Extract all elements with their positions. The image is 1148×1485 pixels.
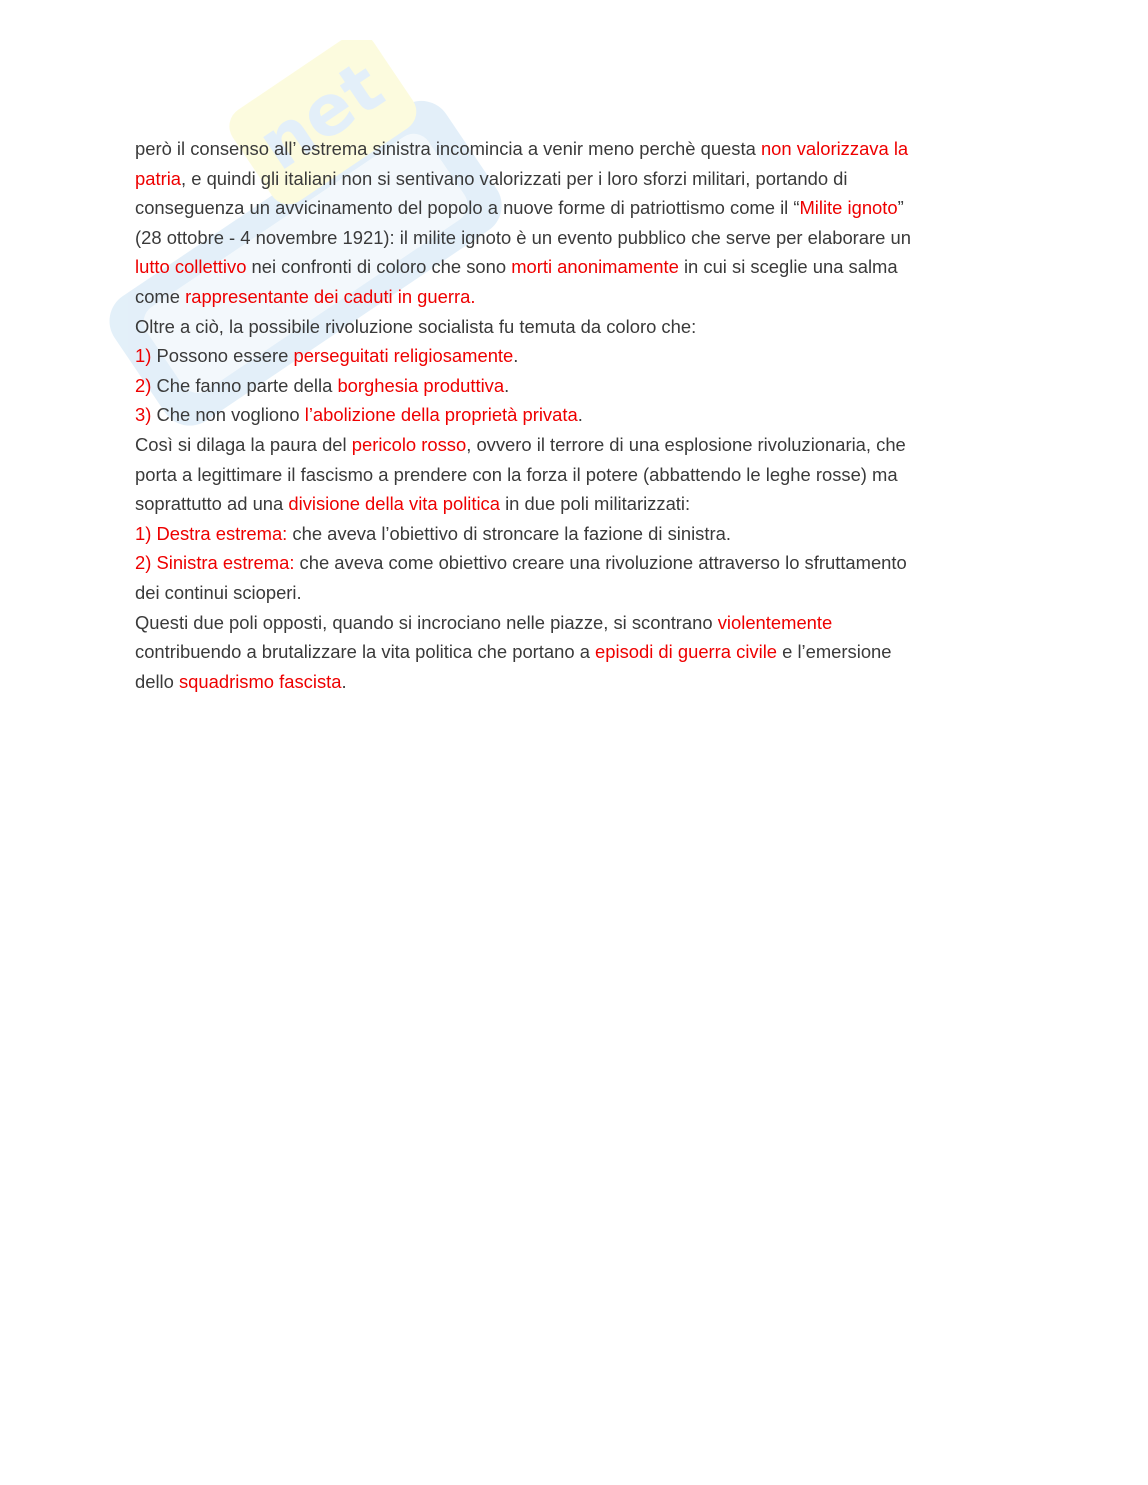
body-text: . — [341, 670, 347, 692]
body-text: conseguenza un avvicinamento del popolo a nuove forme di patriottismo come il “ — [135, 197, 800, 219]
highlighted-text: divisione della vita politica — [288, 493, 500, 515]
body-text: nei confronti di coloro che sono — [246, 256, 512, 278]
text-line — [135, 489, 1015, 519]
highlighted-text: violentemente — [717, 611, 833, 633]
body-text: che aveva l’obiettivo di stroncare la fazione di sinistra. — [287, 522, 731, 544]
text-line — [135, 312, 1015, 342]
body-text: Possono essere — [151, 345, 294, 367]
highlighted-text: non valorizzava la — [760, 138, 909, 159]
highlighted-text: 3) — [135, 404, 152, 426]
text-line — [135, 164, 1015, 194]
body-text: in due poli militarizzati: — [499, 493, 691, 515]
text-line — [135, 548, 1015, 578]
highlighted-text: 1) Destra estrema: — [135, 522, 288, 544]
text-line — [135, 460, 1015, 490]
highlighted-text: borghesia produttiva — [337, 374, 505, 396]
body-text: dello — [135, 670, 179, 692]
highlighted-text: 2) — [135, 374, 152, 396]
body-text: Che fanno parte della — [151, 374, 338, 396]
body-text: ” — [897, 197, 904, 219]
body-text: Questi due poli opposti, quando si incrociano nelle piazze, si scontrano — [135, 611, 718, 633]
body-text: Così si dilaga la paura del — [135, 433, 352, 455]
highlighted-text: patria — [135, 167, 182, 189]
watermark-brand-text: net — [243, 45, 398, 187]
text-line — [135, 578, 1015, 608]
body-text: soprattutto ad una — [135, 493, 289, 515]
highlighted-text: lutto collettivo — [135, 256, 247, 278]
body-text: però il consenso all’ estrema sinistra incomincia a venir meno perchè questa — [135, 138, 761, 159]
highlighted-text: episodi di guerra civile — [595, 641, 778, 663]
body-text: porta a legittimare il fascismo a prendere con la forza il potere (abbattendo le leghe rosse) ma — [135, 463, 898, 485]
body-text: contribuendo a brutalizzare la vita politica che portano a — [135, 641, 596, 663]
body-text: Oltre a ciò, la possibile rivoluzione socialista fu temuta da coloro che: — [135, 315, 697, 337]
text-line — [135, 608, 1015, 638]
highlighted-text: Milite ignoto — [799, 197, 898, 219]
document-body — [135, 134, 1015, 696]
highlighted-text: l’abolizione della proprietà privata — [304, 404, 578, 426]
body-text: . — [513, 345, 519, 367]
text-line — [135, 134, 1015, 164]
body-text: (28 ottobre - 4 novembre 1921): il milite ignoto è un evento pubblico che serve per elaborare un — [135, 226, 911, 248]
body-text: . — [504, 374, 510, 396]
text-line — [135, 371, 1015, 401]
text-line — [135, 400, 1015, 430]
body-text: . — [577, 404, 583, 426]
highlighted-text: rappresentante dei caduti in guerra. — [185, 285, 476, 307]
text-line — [135, 667, 1015, 697]
text-line — [135, 341, 1015, 371]
text-line — [135, 637, 1015, 667]
text-line — [135, 430, 1015, 460]
text-line — [135, 252, 1015, 282]
text-line — [135, 223, 1015, 253]
body-text: in cui si sceglie una salma — [678, 256, 898, 278]
highlighted-text: morti anonimamente — [511, 256, 679, 278]
body-text: che aveva come obiettivo creare una rivoluzione attraverso lo sfruttamento — [294, 552, 907, 574]
body-text: , ovvero il terrore di una esplosione rivoluzionaria, che — [466, 433, 906, 455]
body-text: , e quindi gli italiani non si sentivano valorizzati per i loro sforzi militari, portando di — [181, 167, 848, 189]
text-line — [135, 282, 1015, 312]
body-text: e l’emersione — [777, 641, 892, 663]
highlighted-text: squadrismo fascista — [178, 670, 342, 692]
highlighted-text: 2) Sinistra estrema: — [135, 552, 295, 574]
body-text: come — [135, 285, 186, 307]
body-text: Che non vogliono — [151, 404, 305, 426]
body-text: dei continui scioperi. — [135, 581, 302, 603]
highlighted-text: perseguitati religiosamente — [293, 345, 514, 367]
text-line — [135, 519, 1015, 549]
highlighted-text: 1) — [135, 345, 152, 367]
text-line — [135, 193, 1015, 223]
highlighted-text: pericolo rosso — [351, 433, 467, 455]
